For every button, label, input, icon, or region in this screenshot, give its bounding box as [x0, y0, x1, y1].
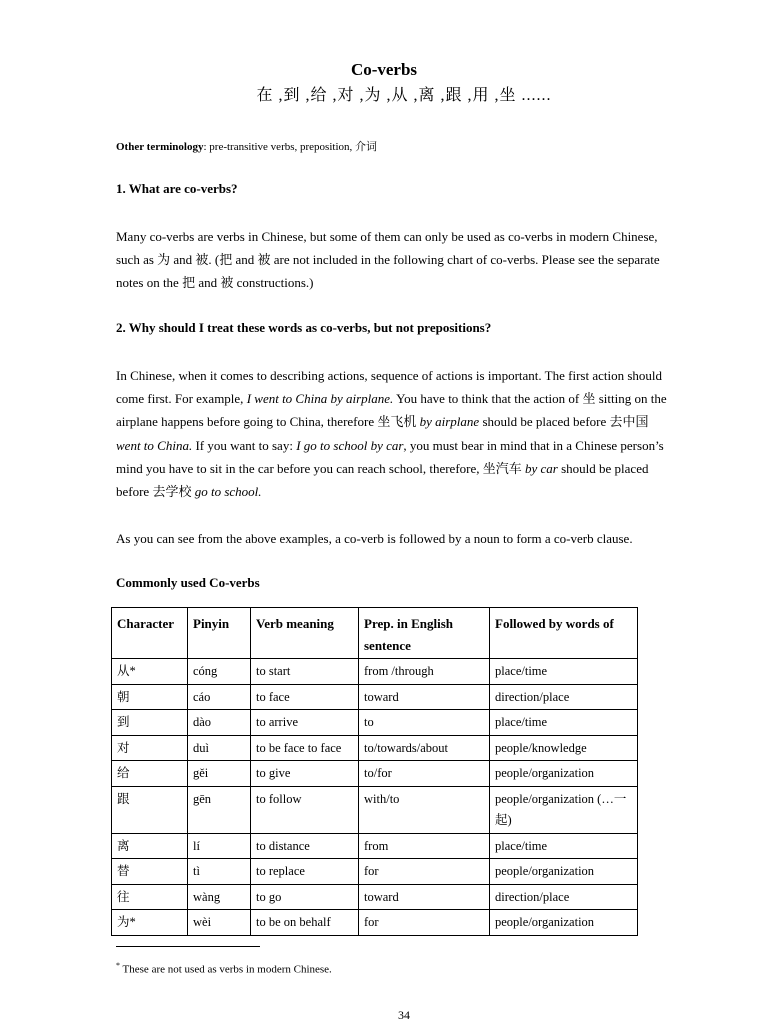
- footnote: [116, 961, 332, 976]
- cell-pinyin: lí: [188, 833, 251, 859]
- cell-verb-meaning: to replace: [251, 859, 359, 885]
- cell-prep-english: toward: [359, 684, 490, 710]
- terminology-label: Other terminology: [116, 141, 204, 153]
- section2-paragraph2: As you can see from the above examples, a co-verb is followed by a noun to form a co-verb clause.: [116, 531, 633, 546]
- table-row: [112, 833, 638, 859]
- text-run: should be placed before 去中国: [479, 414, 649, 430]
- header-followed-by: Followed by words of: [490, 608, 638, 659]
- cell-pinyin: wàng: [188, 884, 251, 910]
- table-row: [112, 910, 638, 936]
- footnote-text: These are not used as verbs in modern Chinese.: [120, 963, 332, 976]
- cell-verb-meaning: to distance: [251, 833, 359, 859]
- cell-pinyin: cóng: [188, 659, 251, 685]
- text-run: should be placed before 去学校: [116, 460, 649, 500]
- cell-character: 离: [112, 833, 188, 859]
- cell-verb-meaning: to arrive: [251, 710, 359, 736]
- cell-prep-english: from: [359, 833, 490, 859]
- text-run: In Chinese, when it comes to describing actions, sequence of actions is important. The first action should come first. For example,: [116, 368, 662, 407]
- cell-pinyin: duì: [188, 735, 251, 761]
- cell-prep-english: with/to: [359, 786, 490, 833]
- cell-verb-meaning: to be on behalf: [251, 910, 359, 936]
- italic-text: go to school.: [194, 484, 262, 500]
- table-body: [112, 659, 638, 936]
- cell-pinyin: gēn: [188, 786, 251, 833]
- table-row: [112, 884, 638, 910]
- cell-pinyin: dào: [188, 710, 251, 736]
- cell-prep-english: for: [359, 910, 490, 936]
- text-run: , you must bear in mind that in a Chinese person’s mind you have to sit in the car before you can reach school, therefore, 坐汽车: [116, 437, 664, 476]
- cell-pinyin: tì: [188, 859, 251, 885]
- terminology-text: : pre-transitive verbs, preposition, 介词: [203, 141, 378, 153]
- section2-paragraph1: [116, 364, 676, 503]
- cell-followed-by: people/organization: [490, 910, 638, 936]
- table-row: [112, 761, 638, 787]
- cell-pinyin: cáo: [188, 684, 251, 710]
- table-row: [112, 735, 638, 761]
- italic-text: by airplane: [419, 414, 480, 430]
- italic-text: by car: [525, 460, 558, 476]
- section1-paragraph: [116, 225, 676, 295]
- cell-verb-meaning: to face: [251, 684, 359, 710]
- footnote-divider: [116, 946, 260, 947]
- page-title: Co-verbs: [350, 60, 418, 79]
- header-verb-meaning: Verb meaning: [251, 608, 359, 659]
- italic-text: went to China.: [116, 437, 193, 453]
- cell-character: 对: [112, 735, 188, 761]
- table-title: Commonly used Co-verbs: [116, 575, 260, 590]
- table-row: [112, 659, 638, 685]
- table-row: [112, 859, 638, 885]
- cell-followed-by: people/organization: [490, 761, 638, 787]
- cell-character: 为*: [112, 910, 188, 936]
- table-row: [112, 786, 638, 833]
- cell-character: 跟: [112, 786, 188, 833]
- cell-followed-by: people/organization: [490, 859, 638, 885]
- text-run: Many co-verbs are verbs in Chinese, but some of them can only be used as co-verbs in modern Chinese, such as 为 and 被. (把 and 被 are not included in the following chart of co-verbs. Please see the separate notes on the 把 and 被 constructions.): [116, 229, 660, 291]
- cell-verb-meaning: to give: [251, 761, 359, 787]
- cell-prep-english: to/for: [359, 761, 490, 787]
- cell-character: 从*: [112, 659, 188, 685]
- cell-followed-by: place/time: [490, 659, 638, 685]
- cell-followed-by: place/time: [490, 833, 638, 859]
- cell-followed-by: direction/place: [490, 884, 638, 910]
- cell-pinyin: gěi: [188, 761, 251, 787]
- cell-character: 往: [112, 884, 188, 910]
- cell-character: 给: [112, 761, 188, 787]
- section2-heading: 2. Why should I treat these words as co-verbs, but not prepositions?: [116, 320, 492, 335]
- footnote-mark: *: [116, 961, 120, 970]
- italic-text: I went to China by airplane.: [246, 391, 394, 407]
- cell-prep-english: to: [359, 710, 490, 736]
- cell-pinyin: wèi: [188, 910, 251, 936]
- cell-verb-meaning: to follow: [251, 786, 359, 833]
- page-number: 34: [398, 1008, 410, 1022]
- cell-prep-english: to/towards/about: [359, 735, 490, 761]
- cell-followed-by: people/knowledge: [490, 735, 638, 761]
- page-subtitle: 在 ,到 ,给 ,对 ,为 ,从 ,离 ,跟 ,用 ,坐 ......: [256, 87, 552, 104]
- table-header-row: [112, 608, 638, 659]
- text-run: You have to think that the action of 坐 sitting on the airplane happens before going to China, therefore 坐飞机: [116, 391, 667, 430]
- terminology-line: [116, 136, 676, 159]
- cell-followed-by: place/time: [490, 710, 638, 736]
- table-row: [112, 684, 638, 710]
- table-row: [112, 710, 638, 736]
- cell-character: 到: [112, 710, 188, 736]
- cell-followed-by: people/organization (…一起): [490, 786, 638, 833]
- cell-character: 替: [112, 859, 188, 885]
- cell-verb-meaning: to start: [251, 659, 359, 685]
- cell-prep-english: from /through: [359, 659, 490, 685]
- coverbs-table: [111, 607, 638, 936]
- italic-text: I go to school by car: [296, 437, 404, 453]
- header-character: Character: [112, 608, 188, 659]
- cell-verb-meaning: to go: [251, 884, 359, 910]
- cell-character: 朝: [112, 684, 188, 710]
- cell-followed-by: direction/place: [490, 684, 638, 710]
- text-run: If you want to say:: [192, 437, 297, 453]
- header-prep-english: Prep. in English sentence: [359, 608, 490, 659]
- header-pinyin: Pinyin: [188, 608, 251, 659]
- cell-verb-meaning: to be face to face: [251, 735, 359, 761]
- cell-prep-english: for: [359, 859, 490, 885]
- cell-prep-english: toward: [359, 884, 490, 910]
- section1-heading: 1. What are co-verbs?: [116, 181, 238, 196]
